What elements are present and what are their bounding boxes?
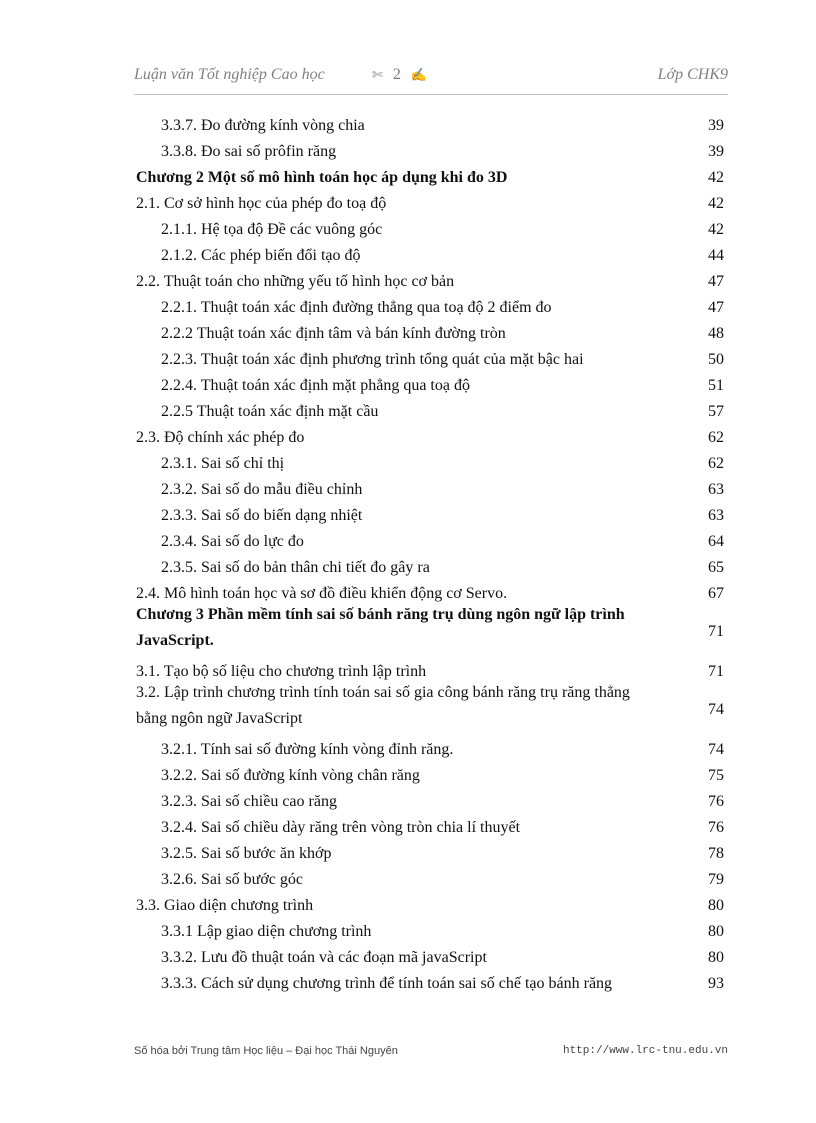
toc-entry-page-number: 48: [708, 325, 724, 342]
footer-source: Số hóa bởi Trung tâm Học liệu – Đại học Thái Nguyên: [134, 1045, 398, 1057]
toc-entry[interactable]: [0, 472, 816, 498]
toc-entry-page-number: 76: [708, 819, 724, 836]
toc-entry[interactable]: [0, 576, 816, 602]
toc-entry-page-number: 42: [708, 169, 724, 186]
toc-entry[interactable]: [0, 862, 816, 888]
toc-entry-title: 3.2.3. Sai số chiều cao răng: [161, 793, 337, 810]
toc-entry-page-number: 65: [708, 559, 724, 576]
toc-entry-title: 3.3.1 Lập giao diện chương trình: [161, 923, 372, 940]
toc-entry[interactable]: [0, 264, 816, 290]
toc-entry-page-number: 39: [708, 117, 724, 134]
toc-entry[interactable]: [0, 914, 816, 940]
toc-entry[interactable]: [0, 550, 816, 576]
toc-entry-title: 2.3.3. Sai số do biến dạng nhiệt: [161, 507, 363, 524]
toc-entry-title: 2.4. Mô hình toán học và sơ đồ điều khiển động cơ Servo.: [136, 585, 508, 602]
toc-entry[interactable]: [0, 836, 816, 862]
toc-entry[interactable]: [0, 784, 816, 810]
toc-entry-page-number: 75: [708, 767, 724, 784]
toc-entry[interactable]: [0, 810, 816, 836]
toc-entry-title: 2.3. Độ chính xác phép đo: [136, 429, 305, 446]
toc-entry-title: 2.2.4. Thuật toán xác định mặt phẳng qua toạ độ: [161, 377, 470, 394]
toc-entry-page-number: 57: [708, 403, 724, 420]
toc-entry-title: 2.2.5 Thuật toán xác định mặt cầu: [161, 403, 379, 420]
header-divider: [134, 94, 728, 95]
toc-entry[interactable]: [0, 498, 816, 524]
header-page-marker: [372, 66, 427, 84]
toc-entry[interactable]: [0, 238, 816, 264]
toc-entry[interactable]: [0, 160, 816, 186]
toc-entry-page-number: 80: [708, 923, 724, 940]
toc-entry-page-number: 44: [708, 247, 724, 264]
toc-entry-page-number: 47: [708, 273, 724, 290]
toc-entry[interactable]: [0, 212, 816, 238]
page-header: [134, 66, 728, 90]
toc-entry-title: 3.1. Tạo bộ số liệu cho chương trình lập trình: [136, 663, 427, 680]
toc-entry[interactable]: [0, 732, 816, 758]
toc-entry[interactable]: [0, 602, 816, 649]
toc-entry-title: 3.2.6. Sai số bước góc: [161, 871, 304, 888]
toc-entry-title: 2.1.2. Các phép biến đổi tạo độ: [161, 247, 361, 264]
toc-entry-page-number: 51: [708, 377, 724, 394]
header-thesis-title: Luận văn Tốt nghiệp Cao học: [134, 66, 325, 83]
header-page-number: 2: [392, 66, 401, 83]
toc-entry[interactable]: [0, 108, 816, 134]
toc-entry-page-number: 78: [708, 845, 724, 862]
toc-entry[interactable]: [0, 420, 816, 446]
toc-entry-page-number: 71: [708, 623, 724, 640]
toc-entry-title: 2.3.4. Sai số do lực đo: [161, 533, 304, 550]
toc-entry-page-number: 42: [708, 195, 724, 212]
header-class-label: Lớp CHK9: [657, 66, 728, 83]
toc-entry-title: 3.3.7. Đo đường kính vòng chia: [161, 117, 365, 134]
toc-entry-title: 2.2.3. Thuật toán xác định phương trình tổng quát của mặt bậc hai: [161, 351, 584, 368]
toc-entry-title: 2.2.1. Thuật toán xác định đường thẳng qua toạ độ 2 điểm đo: [161, 299, 552, 316]
toc-entry-title: 3.2.2. Sai số đường kính vòng chân răng: [161, 767, 420, 784]
toc-entry-title: 3.3. Giao diện chương trình: [136, 897, 314, 914]
toc-entry-page-number: 71: [708, 663, 724, 680]
toc-entry-page-number: 79: [708, 871, 724, 888]
toc-entry[interactable]: [0, 342, 816, 368]
toc-entry-title: 3.2.4. Sai số chiều dày răng trên vòng tròn chia lí thuyết: [161, 819, 521, 836]
toc-entry-title: 3.3.2. Lưu đồ thuật toán và các đoạn mã javaScript: [161, 949, 487, 966]
toc-entry[interactable]: [0, 134, 816, 160]
toc-entry[interactable]: [0, 316, 816, 342]
toc-entry-page-number: 80: [708, 949, 724, 966]
toc-entry-title: 3.2.5. Sai số bước ăn khớp: [161, 845, 332, 862]
toc-entry-page-number: 47: [708, 299, 724, 316]
toc-entry[interactable]: [0, 186, 816, 212]
toc-entry[interactable]: [0, 940, 816, 966]
page-footer: [134, 1045, 728, 1061]
toc-entry-page-number: 74: [708, 741, 724, 758]
toc-entry[interactable]: [0, 966, 816, 992]
footer-url[interactable]: http://www.lrc-tnu.edu.vn: [562, 1045, 728, 1057]
toc-entry-page-number: 74: [708, 701, 724, 718]
toc-entry[interactable]: [0, 446, 816, 472]
toc-entry-title: 3.3.3. Cách sử dụng chương trình để tính toán sai số chế tạo bánh răng: [161, 975, 613, 992]
toc-entry-page-number: 39: [708, 143, 724, 160]
toc-entry-title: 3.3.8. Đo sai số prôfin răng: [161, 143, 337, 160]
toc-entry-page-number: 63: [708, 507, 724, 524]
toc-entry-title: 2.2. Thuật toán cho những yếu tố hình học cơ bản: [136, 273, 455, 290]
toc-entry-title: 2.2.2 Thuật toán xác định tâm và bán kính đường tròn: [161, 325, 506, 342]
toc-entry[interactable]: [0, 654, 816, 680]
toc-entry-title: 3.2. Lập trình chương trình tính toán sai số gia công bánh răng trụ răng thẳng bằng ngôn ngữ JavaScript: [136, 684, 630, 727]
toc-entry-title: 2.3.2. Sai số do mẫu điều chỉnh: [161, 481, 363, 498]
toc-entry-page-number: 80: [708, 897, 724, 914]
toc-entry-page-number: 67: [708, 585, 724, 602]
toc-entry-title: Chương 3 Phần mềm tính sai số bánh răng trụ dùng ngôn ngữ lập trình JavaScript.: [136, 606, 625, 649]
toc-entry-page-number: 76: [708, 793, 724, 810]
toc-entry[interactable]: [0, 368, 816, 394]
toc-entry-title: 2.3.5. Sai số do bản thân chi tiết đo gây ra: [161, 559, 430, 576]
toc-entry-page-number: 62: [708, 455, 724, 472]
toc-entry-page-number: 63: [708, 481, 724, 498]
toc-entry[interactable]: [0, 524, 816, 550]
toc-entry-title: 2.1. Cơ sở hình học của phép đo toạ độ: [136, 195, 387, 212]
toc-entry-title: 3.2.1. Tính sai số đường kính vòng đỉnh răng.: [161, 741, 454, 758]
toc-entry[interactable]: [0, 290, 816, 316]
toc-entry-title: 2.1.1. Hệ tọa độ Đề các vuông góc: [161, 221, 383, 238]
toc-entry-page-number: 64: [708, 533, 724, 550]
scissors-icon: ✄: [372, 67, 383, 82]
toc-entry-title: 2.3.1. Sai số chỉ thị: [161, 455, 285, 472]
toc-entry[interactable]: [0, 758, 816, 784]
pen-icon: ✍: [410, 67, 428, 82]
toc-entry-page-number: 62: [708, 429, 724, 446]
toc-entry-title: Chương 2 Một số mô hình toán học áp dụng khi đo 3D: [136, 169, 508, 186]
toc-entry[interactable]: [0, 394, 816, 420]
toc-entry[interactable]: [0, 680, 816, 727]
toc-entry-page-number: 42: [708, 221, 724, 238]
toc-entry-page-number: 50: [708, 351, 724, 368]
toc-entry[interactable]: [0, 888, 816, 914]
toc-entry-page-number: 93: [708, 975, 724, 992]
